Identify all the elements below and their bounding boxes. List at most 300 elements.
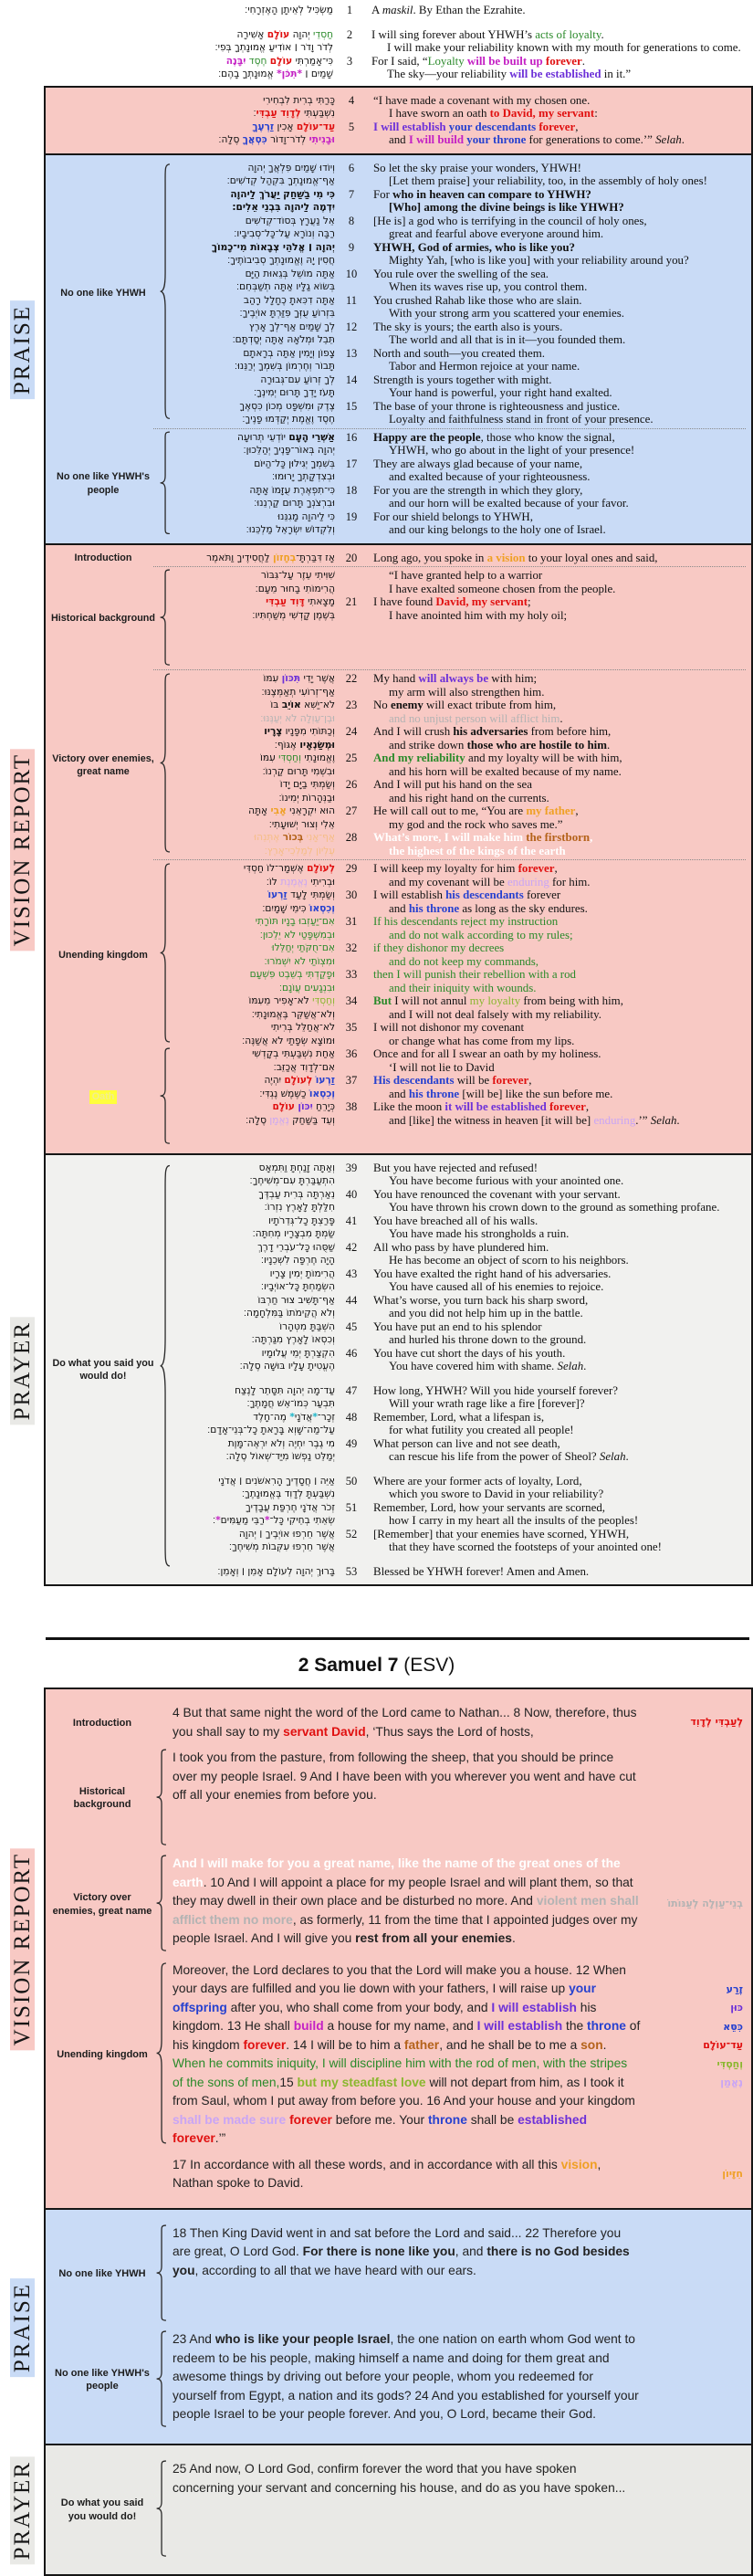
hebrew-line: תֵּבֵל וּמְלֹאָהּ אַתָּה יְסַדְתָּם׃	[232, 334, 335, 345]
hebrew-line: וְלֹא הֲקֵימֹתוֹ בַּמִּלְחָמָה׃	[243, 1308, 335, 1320]
group-label: Do what you said you would do!	[60, 2497, 144, 2522]
brace-icon	[155, 1961, 169, 2149]
hebrew-line: נִשְׁבַּעְתָּ לְדָוִד בֶּאֱמוּנָתֶךָ׃	[241, 1488, 335, 1500]
section-box	[44, 86, 753, 155]
english-line: and his horn will be exalted because of my name.	[389, 764, 622, 778]
english-text	[368, 595, 748, 622]
english-line: and I will build your throne for generations to come.’” Selah.	[389, 133, 685, 146]
hebrew-line: אֲשֶׁר יָדִי תִּכּוֹן עִמּוֹ	[263, 673, 335, 685]
verse-group	[47, 672, 748, 857]
group-label: Do what you said you would do!	[52, 1357, 154, 1382]
verse-number: 5	[348, 120, 355, 133]
english-text	[368, 672, 748, 699]
verse-row	[173, 268, 748, 294]
brace-icon	[159, 431, 173, 537]
passage-text: 23 And who is like your people Israel, the one nation on earth whom God went to redeem to be his people, making himself a name and doing for them great and awesome things by driving out before your people, whom you redeemed for yourself from Egypt, a nation and its gods? 24 And you established for yourself your people Israel to be your people forever. And you, O Lord, became their God.	[173, 2332, 639, 2422]
verse-number: 30	[345, 888, 358, 902]
group-label: Oath	[47, 1047, 159, 1146]
english-line: He will call out to me, “You are my father,	[373, 804, 579, 818]
hebrew-line: וּמְשַׂנְאָיו אֶגּוֹף׃	[274, 739, 335, 751]
english-text	[368, 552, 748, 565]
english-line: ‘I will not lie to David	[389, 1060, 495, 1074]
english-line: His descendants will be forever,	[373, 1074, 532, 1088]
verse-number: 1	[346, 4, 353, 16]
hebrew-line: כִּי לַיהוָה מָגִנֵּנוּ	[277, 510, 335, 522]
english-text	[368, 1437, 748, 1464]
english-line: North and south—you created them.	[373, 346, 545, 360]
verse-number: 12	[345, 320, 358, 333]
hebrew-text	[173, 215, 335, 241]
english-text	[368, 699, 748, 725]
verse-rows	[171, 4, 749, 81]
english-text	[368, 268, 748, 294]
english-line: I will sing forever about YHWH’s acts of loyalty.	[371, 27, 604, 41]
psalm-section	[0, 88, 753, 155]
verse-row	[171, 28, 749, 55]
hebrew-text	[171, 28, 333, 55]
english-line: They are always glad because of your name,	[373, 457, 583, 470]
verse-row	[173, 778, 748, 804]
group-label: No one like YHWH's people	[57, 471, 150, 496]
verse-row	[173, 1188, 748, 1214]
hebrew-line: וּמִצְוֹתַי לֹא יִשְׁמֹרוּ׃	[264, 955, 335, 967]
hebrew-line: וְשַׂמְתִּי לָעַד זַרְעוֹ	[267, 889, 335, 901]
group-label	[46, 4, 157, 81]
dotted-divider	[153, 566, 746, 567]
hebrew-text	[173, 1565, 335, 1579]
english-line: You have become furious with your anointed one.	[389, 1174, 624, 1188]
verse-row	[173, 321, 748, 347]
english-line: The base of your throne is righteousness and justice.	[373, 399, 621, 413]
english-line: Mighty Yah, [who is like you] with your reliability around you?	[389, 254, 689, 267]
section-divider-rule	[46, 1637, 749, 1640]
english-line: All who pass by have plundered him.	[373, 1240, 549, 1254]
hebrew-line: וְלִקְדוֹשׁ יִשְׂרָאֵל מַלְכֵּנוּ׃	[246, 524, 335, 535]
sam-title	[0, 1655, 753, 1677]
verse-number: 15	[345, 399, 358, 413]
hebrew-line: נֵאַרְתָּה בְּרִית עַבְדֶּךָ	[258, 1188, 335, 1200]
hebrew-text	[173, 831, 335, 857]
verse-number: 33	[345, 968, 358, 982]
english-line: and his throne [will be] like the sun before me.	[389, 1087, 613, 1100]
english-text	[368, 1411, 748, 1437]
english-line: and my covenant will be enduring for him.	[389, 875, 591, 888]
english-line: if they dishonor my decrees	[373, 941, 505, 955]
verse-number: 18	[345, 483, 358, 497]
verse-row	[173, 1411, 748, 1437]
hebrew-line: אַף־אָנִי בְּכוֹר אֶתְּנֵהוּ	[254, 832, 335, 844]
verse-number: 41	[345, 1214, 358, 1227]
hebrew-text	[173, 1528, 335, 1554]
hebrew-text	[173, 94, 335, 121]
english-line: and [like] the witness in heaven [it will be] enduring.’” Selah.	[389, 1113, 680, 1127]
verse-number: 50	[345, 1474, 358, 1488]
english-line: What’s worse, you turn back his sharp sword,	[373, 1293, 589, 1307]
english-text	[368, 915, 748, 941]
passage-group	[49, 2156, 748, 2193]
english-line: [Let them praise] your reliability, too, in the assembly of holy ones!	[389, 174, 707, 187]
english-line: You have cut short the days of his youth.	[373, 1346, 566, 1360]
brace-spacer	[157, 4, 171, 81]
brace-icon	[159, 1047, 173, 1146]
hebrew-text	[173, 994, 335, 1021]
english-line: which you swore to David in your reliability?	[389, 1488, 604, 1501]
verse-row	[173, 484, 748, 510]
verse-rows	[173, 431, 748, 537]
hebrew-text	[173, 1411, 335, 1437]
verse-number: 26	[345, 778, 358, 792]
hebrew-line: צָפוֹן וְיָמִין אַתָּה בְרָאתָם	[243, 347, 335, 359]
margin-hebrew-word: כִּסֵּא	[723, 2020, 743, 2033]
section-box	[44, 543, 753, 1155]
verse-number: 46	[345, 1346, 358, 1360]
english-line: and exalted because of your righteousness.	[389, 470, 591, 483]
verse-row	[173, 121, 748, 147]
hebrew-line: וּבִרְצֹנְךָ תָּרוּם קַרְנֵנוּ׃	[254, 498, 335, 509]
hebrew-line: הוּא יִקְרָאֵנִי אָבִי אָתָּה	[248, 805, 335, 817]
hebrew-line: מִי גֶבֶר יִחְיֶה וְלֹא יִרְאֶה־מָּוֶת	[227, 1437, 335, 1449]
verse-row	[173, 94, 748, 121]
sam-title-text: 2 Samuel 7	[298, 1655, 399, 1677]
english-line: I will establish his descendants forever	[373, 888, 561, 902]
passage-group	[49, 2224, 748, 2323]
verse-group	[47, 1047, 748, 1146]
english-text	[366, 28, 749, 55]
margin-cell	[0, 1689, 44, 2210]
verse-rows	[173, 94, 748, 147]
margin-hebrew-word: וְחַסְדִּי	[716, 2057, 743, 2070]
english-line: You have put an end to his splendor	[373, 1320, 542, 1333]
hebrew-line: אַיֵּה ׀ חֲסָדֶיךָ הָרִאשֹׁנִים ׀ אֲדֹנָי	[218, 1475, 335, 1487]
english-line: the highest of the kings of the earth	[389, 844, 566, 857]
verse-row	[173, 915, 748, 941]
passage-group	[49, 2460, 748, 2559]
verse-number: 3	[346, 54, 353, 68]
verse-number: 11	[345, 293, 358, 307]
psalm-section	[0, 1155, 753, 1587]
english-line: how I carry in my heart all the insults of the peoples!	[389, 1514, 639, 1528]
hebrew-line: אַף־זְרוֹעִי תְאַמְּצֶנּוּ׃	[261, 686, 335, 698]
hebrew-line: הִשְׂמַחְתָּ כָּל־אוֹיְבָיו׃	[260, 1281, 335, 1293]
hebrew-text	[173, 1320, 335, 1347]
hebrew-text	[173, 1384, 335, 1411]
hebrew-text	[173, 804, 335, 831]
english-line: and hurled his throne down to the ground.	[389, 1333, 587, 1347]
margin-cell	[0, 545, 44, 1155]
group-label: Unending kingdom	[58, 949, 148, 961]
english-line: I will establish your descendants forever,	[373, 120, 579, 133]
verse-rows	[173, 569, 748, 668]
verse-row	[171, 4, 749, 17]
verse-number: 13	[345, 346, 358, 360]
margin-cell	[0, 1155, 44, 1587]
english-line: But you have rejected and refused!	[373, 1161, 539, 1174]
verse-row	[173, 1214, 748, 1241]
brace-icon	[155, 2330, 169, 2429]
verse-row	[173, 1100, 748, 1127]
english-line: So let the sky praise your wonders, YHWH!	[373, 161, 581, 174]
english-line: What person can live and not see death,	[373, 1436, 560, 1450]
verse-number: 14	[345, 373, 358, 386]
hebrew-text	[173, 1214, 335, 1241]
hebrew-line: נִשְׁבַּעְתִּי לְדָוִד עַבְדִּי׃	[253, 108, 335, 119]
english-line: How long, YHWH? Will you hide yourself forever?	[373, 1383, 618, 1397]
english-text	[368, 121, 748, 147]
english-line: No enemy will exact tribute from him,	[373, 699, 557, 712]
english-line: and his right hand on the currents.	[389, 791, 549, 804]
english-text	[368, 831, 748, 857]
verse-row	[173, 752, 748, 778]
hebrew-text	[173, 1347, 335, 1373]
verse-number: 29	[345, 862, 358, 876]
verse-row	[173, 941, 748, 968]
english-line: And I will put his hand on the sea	[373, 778, 532, 792]
verse-number: 23	[345, 699, 358, 712]
english-text	[368, 94, 748, 121]
english-line: He has become an object of scorn to his neighbors.	[389, 1254, 629, 1267]
english-text	[368, 1320, 748, 1347]
hebrew-text	[173, 1437, 335, 1464]
margin-hebrew-word: חִזָּיוֹן	[722, 2168, 743, 2181]
verse-number: 4	[348, 93, 355, 107]
hebrew-text	[173, 699, 335, 725]
verse-row	[173, 1320, 748, 1347]
group-label	[49, 2156, 155, 2193]
margin-label-praise: PRAISE	[10, 2278, 35, 2377]
hebrew-text	[173, 431, 335, 457]
english-line: I have sworn an oath to David, my servant:	[389, 107, 598, 120]
english-line: When its waves rise up, you control them.	[389, 280, 588, 293]
hebrew-text	[173, 188, 335, 215]
margin-hebrew	[644, 2224, 748, 2323]
verse-row	[173, 672, 748, 699]
verse-group	[47, 1162, 748, 1579]
hebrew-text	[173, 915, 335, 941]
verse-number: 37	[345, 1074, 358, 1088]
verse-rows	[173, 672, 748, 857]
english-text	[368, 968, 748, 994]
verse-row	[173, 1384, 748, 1411]
verse-number: 45	[345, 1320, 358, 1333]
verse-number: 6	[348, 161, 355, 174]
verse-rows	[173, 1162, 748, 1579]
hebrew-text	[173, 672, 335, 699]
english-line: You have made his strongholds a ruin.	[389, 1227, 570, 1241]
english-text	[368, 1347, 748, 1373]
dotted-divider	[153, 428, 746, 429]
english-text	[368, 1475, 748, 1501]
verse-rows	[173, 862, 748, 1047]
hebrew-line: יְהוָה בְּאוֹר־פָּנֶיךָ יְהַלֵּכוּן׃	[243, 445, 335, 456]
verse-number: 35	[345, 1021, 358, 1035]
english-text	[368, 1188, 748, 1214]
verse-gap	[173, 1554, 748, 1565]
english-line: and our king belongs to the holy one of Israel.	[389, 523, 606, 536]
english-line: Strength is yours together with might.	[373, 373, 552, 386]
verse-row	[173, 888, 748, 915]
english-text	[368, 1074, 748, 1100]
verse-row	[173, 431, 748, 457]
hebrew-text	[173, 294, 335, 321]
english-text	[368, 1100, 748, 1127]
hebrew-text	[173, 725, 335, 752]
hebrew-line: אַתָּה דִכִּאתָ כֶחָלָל רָהַב	[243, 294, 335, 306]
section-box	[44, 1688, 753, 2210]
english-line: can rescue his life from the power of Sheol? Selah.	[389, 1450, 629, 1464]
english-line: Your hand is powerful, your right hand exalted.	[389, 386, 612, 399]
margin-label-praise: PRAISE	[10, 300, 35, 399]
english-line: and I will not deal falsely with my reliability.	[389, 1007, 601, 1021]
english-text	[368, 162, 748, 188]
verse-rows	[173, 552, 748, 565]
margin-hebrew	[644, 1855, 748, 1953]
hebrew-text	[173, 347, 335, 373]
hebrew-line: יְמַלֵּט נַפְשׁוֹ מִיַּד־שְׁאוֹל סֶלָה׃	[225, 1451, 335, 1463]
hebrew-text	[173, 752, 335, 778]
hebrew-line: רַבָּה וְנוֹרָא עַל־כָּל־סְבִיבָיו׃	[234, 228, 335, 239]
verse-number: 32	[345, 941, 358, 955]
english-text	[368, 1384, 748, 1411]
english-text	[368, 321, 748, 347]
hebrew-text	[173, 1501, 335, 1528]
english-line: A maskil. By Ethan the Ezrahite.	[371, 4, 526, 16]
verse-rows	[173, 162, 748, 426]
hebrew-line: כָּרַתִּי בְרִית לִבְחִירִי	[263, 94, 335, 106]
verse-number: 34	[345, 994, 358, 1008]
brace-icon	[159, 162, 173, 426]
hebrew-line: אִם־יַעַזְבוּ בָנָיו תּוֹרָתִי	[255, 916, 335, 928]
english-line: Will your wrath rage like a fire [forever]?	[389, 1397, 585, 1411]
english-text	[368, 1162, 748, 1188]
hebrew-line: יִדְמֶה לַיהוָה בִּבְנֵי אֵלִים׃	[232, 202, 335, 213]
group-label: Victory over enemies, great name	[52, 1892, 152, 1917]
hebrew-text	[173, 569, 335, 595]
verse-row	[173, 1162, 748, 1188]
hebrew-text	[173, 1021, 335, 1047]
verse-row	[173, 1347, 748, 1373]
hebrew-line: פָּרַצְתָּ כָל־גְּדֵרֹתָיו	[267, 1214, 335, 1226]
hebrew-line: שַׁסֻּהוּ כָּל־עֹבְרֵי דָרֶךְ	[257, 1241, 335, 1253]
hebrew-text	[173, 400, 335, 426]
margin-label-vision-report: VISION REPORT	[10, 1848, 35, 2050]
english-text	[368, 1241, 748, 1267]
verse-row	[173, 1294, 748, 1320]
english-text	[368, 778, 748, 804]
verse-gap	[173, 1464, 748, 1475]
english-line: The world and all that is in it—you founded them.	[389, 333, 626, 346]
hebrew-line: אַשְׁרֵי הָעָם יוֹדְעֵי תְרוּעָה	[236, 431, 335, 443]
section-box	[44, 2, 753, 88]
english-text	[368, 1214, 748, 1241]
english-line: My hand will always be with him;	[373, 672, 538, 686]
margin-hebrew	[644, 2156, 748, 2193]
english-line: YHWH, who go about in the light of your presence!	[389, 444, 635, 457]
english-line: I have anointed him with my holy oil;	[389, 608, 568, 622]
margin-cell	[0, 2445, 44, 2575]
hebrew-line: אֵלִי וְצוּר יְשׁוּעָתִי׃	[268, 818, 335, 830]
brace-icon	[159, 862, 173, 1047]
verse-row	[173, 699, 748, 725]
hebrew-line: בִּזְרוֹעַ עֻזְּךָ פִּזַּרְתָּ אוֹיְבֶיךָ׃	[239, 308, 335, 319]
hebrew-line: וּבִנְגָעִים עֲוֹנָם׃	[278, 982, 335, 994]
english-line: that they have scorned the footsteps of your anointed one!	[389, 1540, 662, 1554]
verse-row	[173, 994, 748, 1021]
verse-number: 42	[345, 1240, 358, 1254]
hebrew-text	[173, 373, 335, 400]
english-text	[368, 294, 748, 321]
hebrew-line: עַד־עוֹלָם אָכִין זַרְעֶךָ	[252, 121, 335, 132]
verse-row	[171, 55, 749, 81]
brace-icon	[155, 1749, 169, 1847]
verse-number: 21	[345, 595, 358, 608]
hebrew-line: אֲשֶׁר חֵרְפוּ אוֹיְבֶיךָ ׀ יְהוָה	[238, 1528, 335, 1540]
hebrew-line: לֹא־אֲחַלֵּל בְּרִיתִי	[270, 1022, 335, 1034]
english-line: You rule over the swelling of the sea.	[373, 267, 549, 280]
hebrew-line: זְכֹר אֲדֹנָי חֶרְפַּת עֲבָדֶיךָ	[245, 1501, 335, 1513]
english-line: You have thrown his crown down to the ground as something profane.	[389, 1201, 720, 1214]
hebrew-line: הֲרִימוֹתִי בָחוּר מֵעָם׃	[255, 583, 335, 594]
hebrew-line: לְךָ זְרוֹעַ עִם־גְּבוּרָה	[260, 373, 335, 385]
hebrew-line: חֲסִין יָהּ וֶאֱמוּנָתְךָ סְבִיבוֹתֶיךָ׃	[227, 255, 335, 266]
passage-text: And I will make for you a great name, like the name of the great ones of the earth. 10 And I will appoint a place for my people Israel and will plant them, so that they may dwell in their own place and be disturbed no more. And violent men shall afflict them no more, as formerly, 11 from the time that I appointed judges over my people Israel. And I will give you rest from all your enemies.	[173, 1856, 639, 1946]
group-label	[47, 94, 159, 147]
verse-number: 19	[345, 510, 358, 523]
english-line: Once and for all I swear an oath by my holiness.	[373, 1047, 601, 1061]
hebrew-line: אֲשֶׁר חֵרְפוּ עִקְּבוֹת מְשִׁיחֶךָ׃	[228, 1541, 335, 1553]
hebrew-text	[173, 162, 335, 188]
english-line: or change what has come from my lips.	[389, 1034, 575, 1047]
english-line: You crushed Rahab like those who are slain.	[373, 293, 582, 307]
hebrew-line: אֵל נַעֲרָץ בְּסוֹד־קְדֹשִׁים	[245, 215, 335, 226]
verse-number: 31	[345, 915, 358, 929]
english-line: Remember, Lord, how your servants are scorned,	[373, 1500, 605, 1514]
group-label: No one like YHWH's people	[55, 2368, 150, 2392]
verse-number: 38	[345, 1100, 358, 1114]
english-text	[368, 215, 748, 241]
hebrew-line: מַשְׂכִּיל לְאֵיתָן הָאֶזְרָחִי׃	[245, 5, 333, 16]
group-label: Introduction	[72, 1717, 132, 1729]
verse-number: 16	[345, 430, 358, 444]
hebrew-text	[173, 1294, 335, 1320]
hebrew-line: כִּי מִי בַשַּׁחַק יַעֲרֹךְ לַיהוָה	[230, 188, 335, 200]
hebrew-text	[173, 968, 335, 994]
hebrew-text	[173, 1047, 335, 1074]
verse-number: 27	[345, 804, 358, 818]
verse-row	[173, 1267, 748, 1294]
sam-section	[0, 1689, 753, 2210]
english-line: and no unjust person will afflict him.	[389, 711, 563, 725]
margin-cell	[0, 88, 44, 155]
english-line: I will keep my loyalty for him forever,	[373, 862, 558, 876]
hebrew-line: בְּשֶׁמֶן קָדְשִׁי מְשַׁחְתִּיו׃	[252, 609, 335, 621]
english-text	[368, 752, 748, 778]
hebrew-line: שִׁוִּיתִי עֵזֶר עַל־גִּבּוֹר	[260, 570, 335, 581]
hebrew-text	[173, 457, 335, 484]
passage-group	[49, 1749, 748, 1847]
english-line: YHWH, God of armies, who is like you?	[373, 240, 575, 254]
english-line: and their iniquity with wounds.	[389, 981, 537, 994]
verse-row	[173, 400, 748, 426]
english-text	[368, 1021, 748, 1047]
verse-group	[47, 552, 748, 565]
hebrew-line: שַׂמְתָּ מִבְצָרָיו מְחִתָּה׃	[252, 1228, 335, 1240]
hebrew-text	[173, 268, 335, 294]
verse-row	[173, 1021, 748, 1047]
verse-number: 7	[348, 187, 355, 201]
english-line: Loyalty and faithfulness stand in front of your presence.	[389, 413, 654, 426]
margin-hebrew	[644, 1704, 748, 1741]
verse-row	[173, 294, 748, 321]
